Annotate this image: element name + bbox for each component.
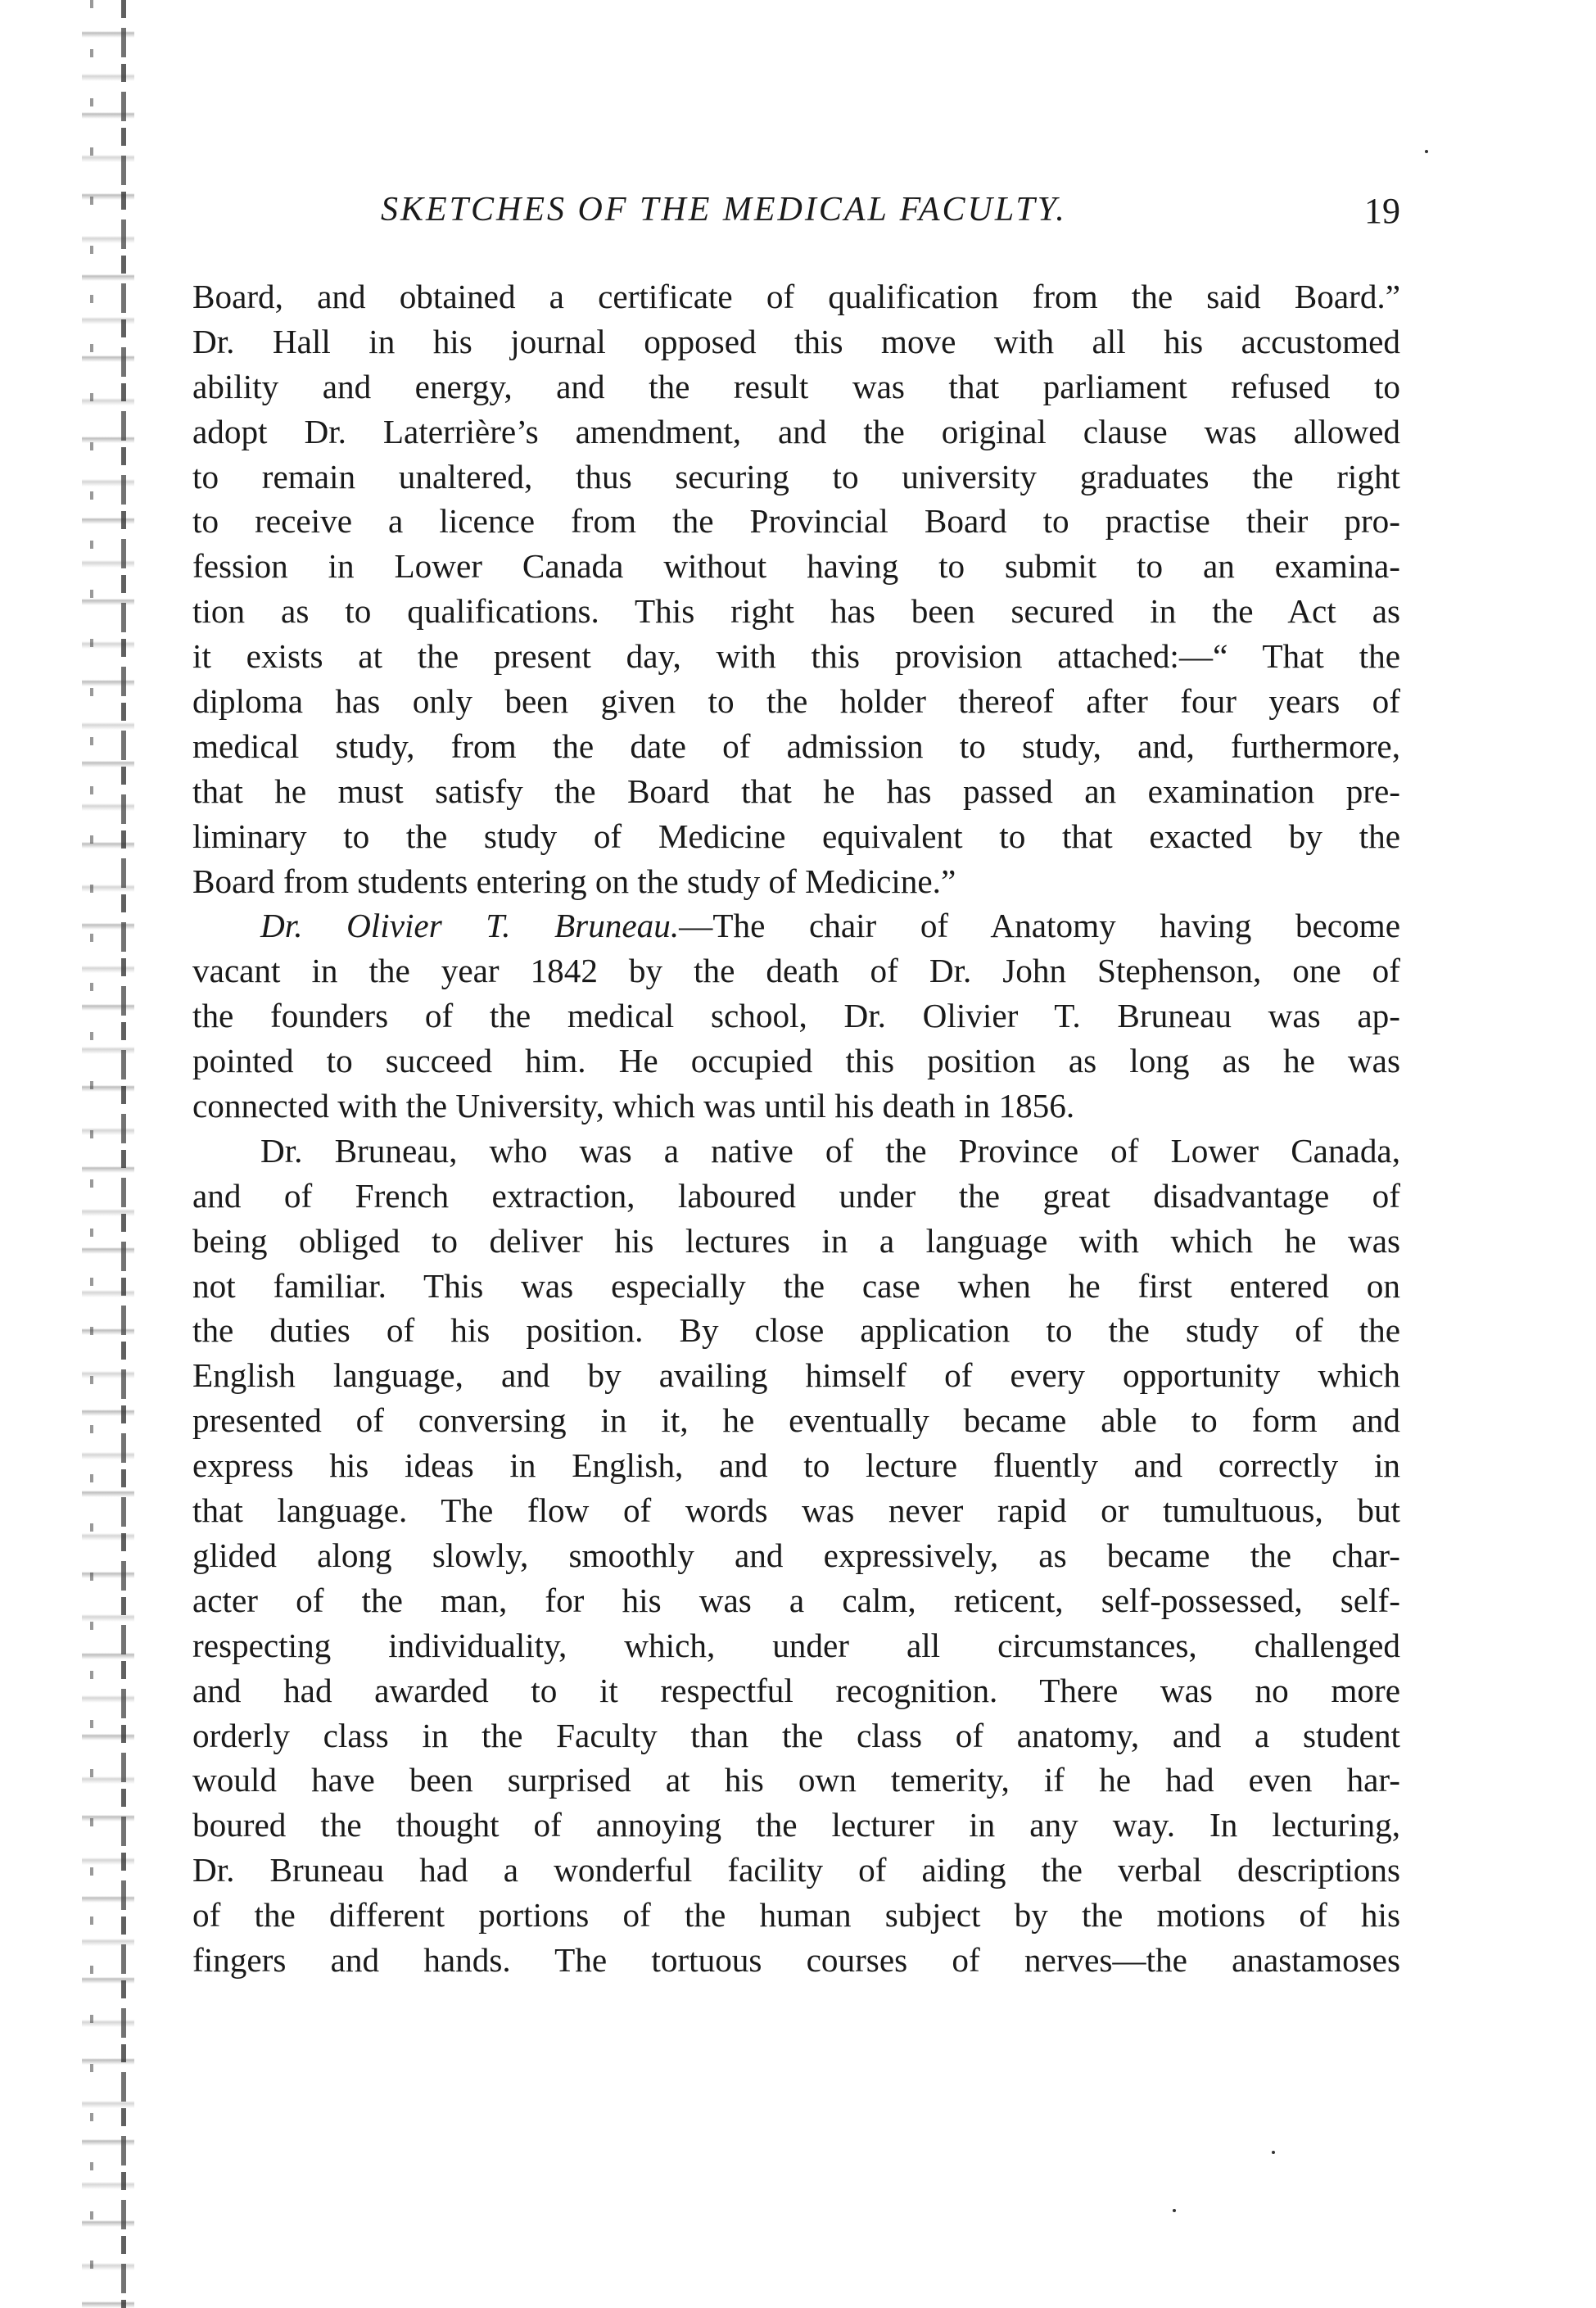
- text-line: that language. The flow of words was never rapid or tumultuous, but: [192, 1491, 1400, 1530]
- text-line: vacant in the year 1842 by the death of Dr. John Stephenson, one of: [192, 952, 1400, 990]
- text-line: Board, and obtained a certificate of qualification from the said Board.”: [192, 278, 1400, 315]
- text-line: Dr. Hall in his journal opposed this move with all his accustomed: [192, 322, 1400, 360]
- scan-speck: [1425, 150, 1428, 153]
- text-line: pointed to succeed him. He occupied this position as long as he was: [192, 1042, 1400, 1080]
- text-line: diploma has only been given to the holder thereof after four years of: [192, 682, 1400, 721]
- text-line: and had awarded to it respectful recognition. There was no more: [192, 1671, 1400, 1709]
- text-line: express his ideas in English, and to lecture fluently and correctly in: [192, 1446, 1400, 1485]
- text-line: would have been surprised at his own temerity, if he had even har-: [192, 1761, 1400, 1799]
- running-title: SKETCHES OF THE MEDICAL FACULTY.: [381, 191, 1067, 229]
- text-line: the duties of his position. By close application to the study of the: [192, 1311, 1400, 1350]
- text-line: medical study, from the date of admission to study, and, furthermore,: [192, 726, 1400, 765]
- binding-gutter-edge: [121, 0, 126, 2308]
- text-line: and of French extraction, laboured under the great disadvantage of: [192, 1176, 1400, 1215]
- binding-gutter-mark: [90, 0, 93, 2308]
- text-line: Dr. Bruneau had a wonderful facility of aiding the verbal descriptions: [192, 1851, 1400, 1889]
- text-line: boured the thought of annoying the lecturer in any way. In lecturing,: [192, 1806, 1400, 1844]
- text-line: glided along slowly, smoothly and expressively, as became the char-: [192, 1536, 1400, 1574]
- paragraph-opening-rest: —The chair of Anatomy having become: [679, 907, 1400, 945]
- text-line: that he must satisfy the Board that he has passed an examination pre-: [192, 772, 1400, 810]
- text-line: of the different portions of the human subject by the motions of his: [192, 1896, 1400, 1935]
- running-head: [192, 190, 1400, 239]
- text-line: it exists at the present day, with this provision attached:—“ That the: [192, 637, 1400, 676]
- text-line: tion as to qualifications. This right has been secured in the Act as: [192, 592, 1400, 631]
- text-line: Board from students entering on the study of Medicine.”: [192, 862, 956, 900]
- text-line: orderly class in the Faculty than the class of anatomy, and a student: [192, 1716, 1400, 1754]
- text-line: to receive a licence from the Provincial Board to practise their pro-: [192, 502, 1400, 541]
- text-line: not familiar. This was especially the case when he first entered on: [192, 1266, 1400, 1305]
- text-line: the founders of the medical school, Dr. Olivier T. Bruneau was ap-: [192, 997, 1400, 1035]
- text-line: connected with the University, which was until his death in 1856.: [192, 1087, 1075, 1125]
- scan-speck: [1173, 2209, 1176, 2212]
- text-line: being obliged to deliver his lectures in a language with which he was: [192, 1221, 1400, 1260]
- text-line: fession in Lower Canada without having to submit to an examina-: [192, 547, 1400, 586]
- paragraph-opening-line: Dr. Bruneau, who was a native of the Province of Lower Canada,: [260, 1131, 1400, 1170]
- text-line: English language, and by availing himself of every opportunity which: [192, 1356, 1400, 1395]
- scan-speck: [1272, 2151, 1275, 2154]
- text-line: liminary to the study of Medicine equivalent to that exacted by the: [192, 817, 1400, 855]
- text-line: to remain unaltered, thus securing to university graduates the right: [192, 457, 1400, 496]
- text-line: fingers and hands. The tortuous courses of nerves—the anastamoses: [192, 1940, 1400, 1979]
- text-line: acter of the man, for his was a calm, reticent, self-possessed, self-: [192, 1581, 1400, 1619]
- section-name-italic: Dr. Olivier T. Bruneau.: [260, 907, 680, 945]
- paragraph-opening-line: [192, 903, 1400, 948]
- text-line: respecting individuality, which, under all circumstances, challenged: [192, 1626, 1400, 1664]
- text-line: ability and energy, and the result was that parliament refused to: [192, 367, 1400, 405]
- body-text: [192, 274, 1400, 1983]
- text-line: presented of conversing in it, he eventually became able to form and: [192, 1401, 1400, 1440]
- text-line: adopt Dr. Laterrière’s amendment, and the original clause was allowed: [192, 412, 1400, 450]
- page-number: 19: [1364, 191, 1400, 231]
